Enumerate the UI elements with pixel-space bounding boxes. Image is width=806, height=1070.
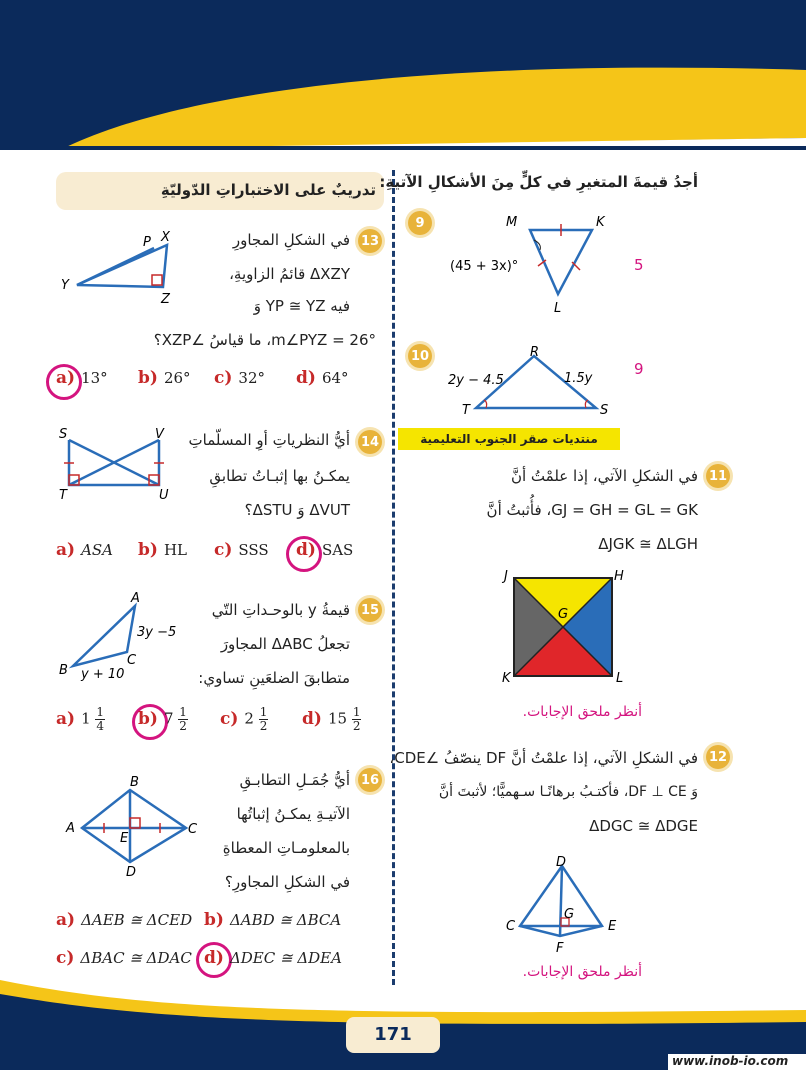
q15-text-3: متطابقَ الضلعَينِ تساوي: xyxy=(198,669,350,687)
q14-option-a[interactable]: a) ASA xyxy=(56,540,114,560)
q11-note: أنظر ملحق الإجابات. xyxy=(522,704,642,720)
q13-text-4: m∠PYZ = 26°، ما قياسُ ∠XZP؟ xyxy=(153,331,376,349)
q11-label-j: J xyxy=(504,569,508,584)
q16-option-b[interactable]: b) ΔABD ≅ ΔBCA xyxy=(204,910,342,930)
question-15-number: 15 xyxy=(358,598,382,622)
q16-text-4: في الشكلِ المجاورِ؟ xyxy=(224,873,350,891)
q10-answer: 9 xyxy=(634,360,644,378)
q13-label-z: Z xyxy=(161,292,170,307)
q16-text-2: الآتيـةِ يمكـنُ إثباتُها xyxy=(236,805,350,823)
q11-square-figure xyxy=(498,568,638,686)
question-10-number: 10 xyxy=(408,344,432,368)
q16-label-a: A xyxy=(66,821,75,836)
q16-label-d: D xyxy=(126,865,137,880)
question-13-number: 13 xyxy=(358,229,382,253)
q16-options xyxy=(46,910,386,980)
q11-text-2: GJ = GH = GL = GK، فأُثبتُ أنَّ xyxy=(486,501,698,519)
q14-figure xyxy=(55,425,185,505)
question-9-number: 9 xyxy=(408,211,432,235)
q15-label-y10: y + 10 xyxy=(81,667,125,682)
q10-label-r: R xyxy=(530,345,540,360)
section-title: تدريبٌ على الاختباراتِ الدّوليّةِ xyxy=(160,181,376,199)
q9-label-m: M xyxy=(506,215,518,230)
q15-triangle-figure xyxy=(55,588,195,683)
q13-option-d[interactable]: d) 64° xyxy=(296,368,349,388)
q15-label-a: A xyxy=(131,591,140,606)
q14-option-c[interactable]: c) SSS xyxy=(214,540,269,560)
q14-text-1: أيُّ النظرياتِ أوِ المسلّماتِ xyxy=(188,431,350,449)
q11-text-3: ΔJGK ≅ ΔLGH xyxy=(598,535,698,553)
footer-url[interactable]: www.inob-io.com xyxy=(672,1054,789,1068)
q13-label-p: P xyxy=(143,235,151,250)
q10-label-left: 2y − 4.5 xyxy=(448,373,504,388)
q12-label-c: C xyxy=(506,919,516,934)
q9-triangle-figure xyxy=(446,208,646,318)
q14-label-t: T xyxy=(59,488,67,503)
q12-text-1: في الشكلِ الآتي، إذا علمْتُ أنَّ DF ينصّفُ ∠CDE، xyxy=(389,749,698,767)
question-16-number: 16 xyxy=(358,768,382,792)
q9-label-l: L xyxy=(554,301,562,316)
q13-label-y: Y xyxy=(61,278,69,293)
q15-option-b[interactable]: b) 7 $\frac{1}{2}$ xyxy=(138,705,187,733)
q14-label-v: V xyxy=(155,427,164,442)
q14-option-b[interactable]: b) HL xyxy=(138,540,187,560)
q11-label-g: G xyxy=(558,607,569,622)
q15-text-2: تجعلُ ΔABC المجاورَ xyxy=(220,635,350,653)
q14-option-d[interactable]: d) SAS xyxy=(296,540,354,560)
q16-label-c: C xyxy=(188,822,198,837)
watermark-label: منتديات صقر الجنوب التعليمية xyxy=(398,428,620,450)
q10-label-right: 1.5y xyxy=(564,371,593,386)
q14-text-3: ΔVUT وَ ΔSTU؟ xyxy=(244,501,350,519)
instruction-text: أجدُ قيمةَ المتغيرِ في كلٍّ مِنَ الأشكالِ الآتيةِ: xyxy=(379,173,698,191)
q14-text-2: يمكـنُ بها إثبـاتُ تطابقِ xyxy=(209,467,350,485)
q16-text-3: بالمعلومـاتِ المعطاةِ xyxy=(222,839,350,857)
q13-text-3: فيه YP ≅ YZ وَ xyxy=(253,297,350,315)
q16-option-d[interactable]: d) ΔDEC ≅ ΔDEA xyxy=(204,948,342,968)
q15-option-c[interactable]: c) 2 $\frac{1}{2}$ xyxy=(220,705,268,733)
question-12-number: 12 xyxy=(706,745,730,769)
q13-triangle-figure xyxy=(55,225,195,310)
q13-option-b[interactable]: b) 26° xyxy=(138,368,191,388)
q13-label-x: X xyxy=(161,230,170,245)
q15-label-b: B xyxy=(59,663,68,678)
q13-text-1: في الشكلِ المجاورِ xyxy=(232,231,350,249)
q15-label-3y: 3y −5 xyxy=(137,625,177,640)
q13-option-a[interactable]: a) 13° xyxy=(56,368,108,388)
q15-option-d[interactable]: d) 15 $\frac{1}{2}$ xyxy=(302,705,361,733)
q14-label-s: S xyxy=(59,427,68,442)
q12-text-3: ΔDGC ≅ ΔDGE xyxy=(589,817,698,835)
q16-text-1: أيُّ جُمَـلِ التطابـقِ xyxy=(239,771,350,789)
question-11-number: 11 xyxy=(706,464,730,488)
q16-rhombus-figure xyxy=(60,772,210,882)
q16-label-e: E xyxy=(120,831,129,846)
q16-label-b: B xyxy=(130,775,139,790)
q12-note: أنظر ملحق الإجابات. xyxy=(522,964,642,980)
q16-option-a[interactable]: a) ΔAEB ≅ ΔCED xyxy=(56,910,193,930)
page-number: 171 xyxy=(374,1024,412,1045)
q10-triangle-figure xyxy=(440,344,620,420)
q12-label-d: D xyxy=(556,855,567,870)
q12-triangle-figure xyxy=(500,852,630,960)
q15-label-c: C xyxy=(127,653,137,668)
q11-label-h: H xyxy=(614,569,624,584)
q14-label-u: U xyxy=(159,488,169,503)
q16-option-c[interactable]: c) ΔBAC ≅ ΔDAC xyxy=(56,948,192,968)
q12-label-e: E xyxy=(608,919,617,934)
header-banner xyxy=(0,0,806,150)
q12-label-g: G xyxy=(564,907,575,922)
column-separator xyxy=(392,170,395,985)
q11-text-1: في الشكلِ الآتي، إذا علمْتُ أنَّ xyxy=(510,467,698,485)
q15-option-a[interactable]: a) 1 $\frac{1}{4}$ xyxy=(56,705,105,733)
q13-text-2: ΔXZY قائمُ الزاويةِ، xyxy=(229,265,350,283)
q12-label-f: F xyxy=(556,941,564,956)
q10-label-t: T xyxy=(462,403,470,418)
q10-label-s: S xyxy=(600,403,609,418)
q9-label-k: K xyxy=(596,215,605,230)
q12-text-2: وَ DF ⊥ CE، فأكتـبُ برهانًـا سـهميًّا؛ لأثبتَ أنَّ xyxy=(438,784,698,800)
q13-option-c[interactable]: c) 32° xyxy=(214,368,265,388)
question-14-number: 14 xyxy=(358,430,382,454)
q11-label-l: L xyxy=(616,671,624,686)
q15-text-1: قيمةُ y بالوحـداتِ التّي xyxy=(211,601,350,619)
q9-answer: 5 xyxy=(634,256,644,274)
q11-label-k: K xyxy=(502,671,511,686)
q9-label-angle: (45 + 3x)° xyxy=(450,259,519,274)
